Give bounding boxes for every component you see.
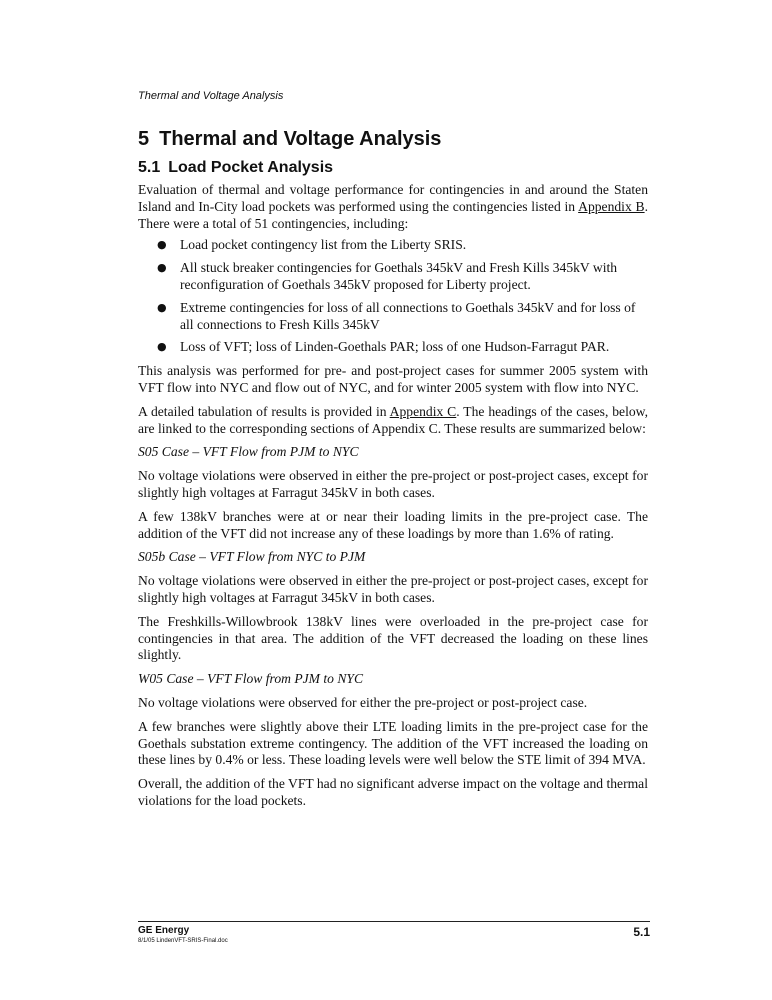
footer-divider <box>138 921 650 922</box>
list-item <box>138 237 648 254</box>
footer-company: GE Energy <box>138 925 190 936</box>
bullet-icon: ● <box>157 340 167 354</box>
case-paragraph: A few branches were slightly above their LTE loading limits in the pre-project case for the Goethals substation extreme contingency. The addition of the VFT increased the loading on these lines by 0.4% or less. These loading levels were well below the STE limit of 394 MVA. <box>138 718 648 768</box>
appendix-c-link[interactable]: Appendix C <box>389 403 457 419</box>
footer-filename: 8/1/05 LindenVFT-SRIS-Final.doc <box>138 938 228 944</box>
bullet-icon: ● <box>157 261 167 275</box>
case-heading-s05b[interactable]: S05b Case – VFT Flow from NYC to PJM <box>138 549 366 565</box>
conclusion-paragraph: Overall, the addition of the VFT had no significant adverse impact on the voltage and thermal violations for the load pockets. <box>138 776 648 808</box>
results-intro-text: A detailed tabulation of results is provided in <box>138 403 390 419</box>
results-intro-text-end: . The headings of the cases, below, are linked to the corresponding sections of Appendix C. These results are summarized below: <box>138 403 648 436</box>
section-heading <box>138 128 648 151</box>
list-item-text: Loss of VFT; loss of Linden-Goethals PAR; loss of one Hudson-Farragut PAR. <box>180 339 610 355</box>
subsection-heading <box>138 159 648 177</box>
page-number: 5.1 <box>633 925 650 939</box>
intro-text: Evaluation of thermal and voltage performance for contingencies in and around the Staten Island and In-City load pockets was performed using the contingencies listed in <box>138 182 648 214</box>
results-intro-paragraph <box>138 404 648 438</box>
list-item <box>138 300 648 334</box>
section-title: Thermal and Voltage Analysis <box>159 128 442 150</box>
case-paragraph: A few 138kV branches were at or near their loading limits in the pre-project case. The addition of the VFT did not increase any of these loadings by more than 1.6% of rating. <box>138 508 648 541</box>
list-item <box>138 260 648 294</box>
case-paragraph: No voltage violations were observed in either the pre-project or post-project cases, except for slightly high voltages at Farragut 345kV in both cases. <box>138 468 648 500</box>
case-heading-s05[interactable]: S05 Case – VFT Flow from PJM to NYC <box>138 444 359 460</box>
appendix-b-link[interactable]: Appendix B <box>578 198 645 214</box>
list-item-text: Load pocket contingency list from the Liberty SRIS. <box>180 237 467 253</box>
list-item <box>138 339 648 356</box>
bullet-icon: ● <box>157 238 167 252</box>
scope-paragraph: This analysis was performed for pre- and post-project cases for summer 2005 system with VFT flow into NYC and flow out of NYC, and for winter 2005 system with flow into NYC. <box>138 363 648 395</box>
page-content <box>138 128 648 817</box>
subsection-number: 5.1 <box>138 159 161 176</box>
bullet-icon: ● <box>157 300 167 314</box>
list-item-text: All stuck breaker contingencies for Goethals 345kV and Fresh Kills 345kV with reconfiguration of Goethals 345kV proposed for Liberty project. <box>180 260 618 292</box>
running-header: Thermal and Voltage Analysis <box>138 90 284 102</box>
subsection-title: Load Pocket Analysis <box>168 159 334 176</box>
contingency-list <box>138 237 648 356</box>
footer-left <box>138 925 228 945</box>
case-heading-w05[interactable]: W05 Case – VFT Flow from PJM to NYC <box>138 671 364 687</box>
intro-paragraph <box>138 182 648 232</box>
intro-text-end: . There were a total of 51 contingencies, including: <box>138 198 648 231</box>
section-number: 5 <box>138 128 150 150</box>
case-paragraph: No voltage violations were observed for either the pre-project or post-project case. <box>138 694 588 710</box>
case-paragraph: No voltage violations were observed in either the pre-project or post-project cases, except for slightly high voltages at Farragut 345kV in both cases. <box>138 573 648 605</box>
list-item-text: Extreme contingencies for loss of all connections to Goethals 345kV and for loss of all connections to Fresh Kills 345kV <box>180 299 636 332</box>
case-paragraph: The Freshkills-Willowbrook 138kV lines were overloaded in the pre-project case for contingencies in that area. The addition of the VFT decreased the loading on these lines slightly. <box>138 613 648 663</box>
